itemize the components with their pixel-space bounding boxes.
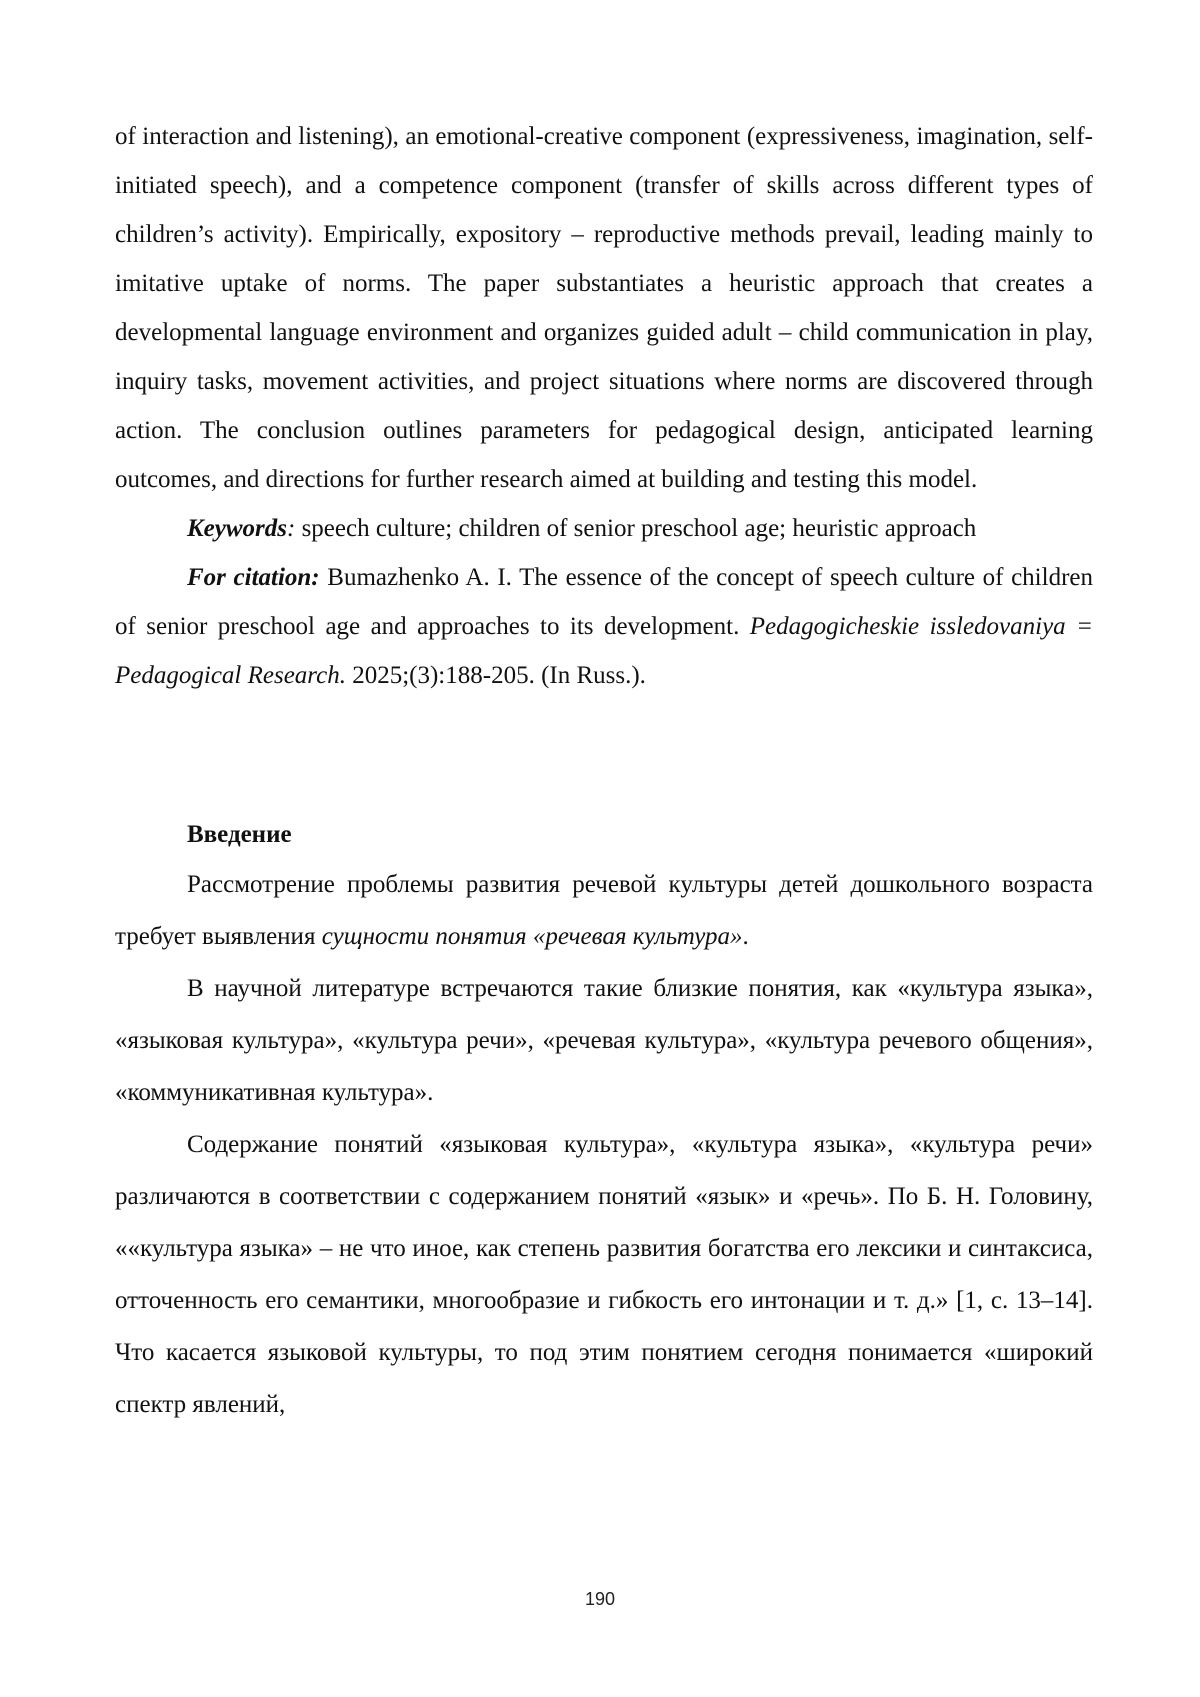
keywords-colon: : [287,515,296,542]
keywords-text: speech culture; children of senior preschool age; heuristic approach [295,515,977,542]
citation-tail: 2025;(3):188-205. (In Russ.). [345,662,646,689]
page-body [115,112,1093,1431]
keywords-paragraph [115,504,1093,553]
intro-paragraph-3: Содержание понятий «языковая культура», «культура языка», «культура речи» различаются в соответствии с содержанием понятий «язык» и «речь». По Б. Н. Головину, ««культура языка» – не что иное, как степень развития богатства его лексики и синтаксиса, отточенность его семантики, многообразие и гибкость его интонации и т. д.» [1, с. 13–14]. Что касается языковой культуры, то под этим понятием сегодня понимается «широкий спектр явлений, [115,1131,1093,1418]
citation-text: Bumazhenko A. I. The essence of the concept of speech culture of children of senior preschool age and approaches to its development. [115,564,1093,640]
section-spacer [115,700,1093,810]
intro-p1-text: Рассмотрение проблемы развития речевой культуры детей дошкольного возраста требует выявления [115,871,1093,950]
intro-p1-end: . [742,923,749,950]
page-number: 190 [584,1589,616,1609]
citation-journal: Pedagogicheskie issledovaniya = Pedagogical Research. [115,613,1093,689]
keywords-label: Keywords [187,515,287,542]
section-heading: Введение [187,821,292,848]
citation-paragraph [115,553,1093,700]
abstract-tail-paragraph [115,112,1093,504]
abstract-tail-text: of interaction and listening), an emotional-creative component (expressiveness, imagination, self-initiated speech), and a competence component (transfer of skills across different types of children’s activity). Empirically, expository – reproductive methods prevail, leading mainly to imitative uptake of norms. The paper substantiates a heuristic approach that creates a developmental language environment and organizes guided adult – child communication in play, inquiry tasks, movement activities, and project situations where norms are discovered through action. The conclusion outlines parameters for pedagogical design, anticipated learning outcomes, and directions for further research aimed at building and testing this model. [115,123,1093,493]
intro-p1-italic: сущности понятия «речевая культура» [321,923,743,950]
intro-paragraph-2: В научной литературе встречаются такие близкие понятия, как «культура языка», «языковая культура», «культура речи», «речевая культура», «культура речевого общения», «коммуникативная культура». [115,975,1093,1106]
intro-paragraph-1 [115,859,1093,963]
citation-label: For citation: [187,564,320,591]
